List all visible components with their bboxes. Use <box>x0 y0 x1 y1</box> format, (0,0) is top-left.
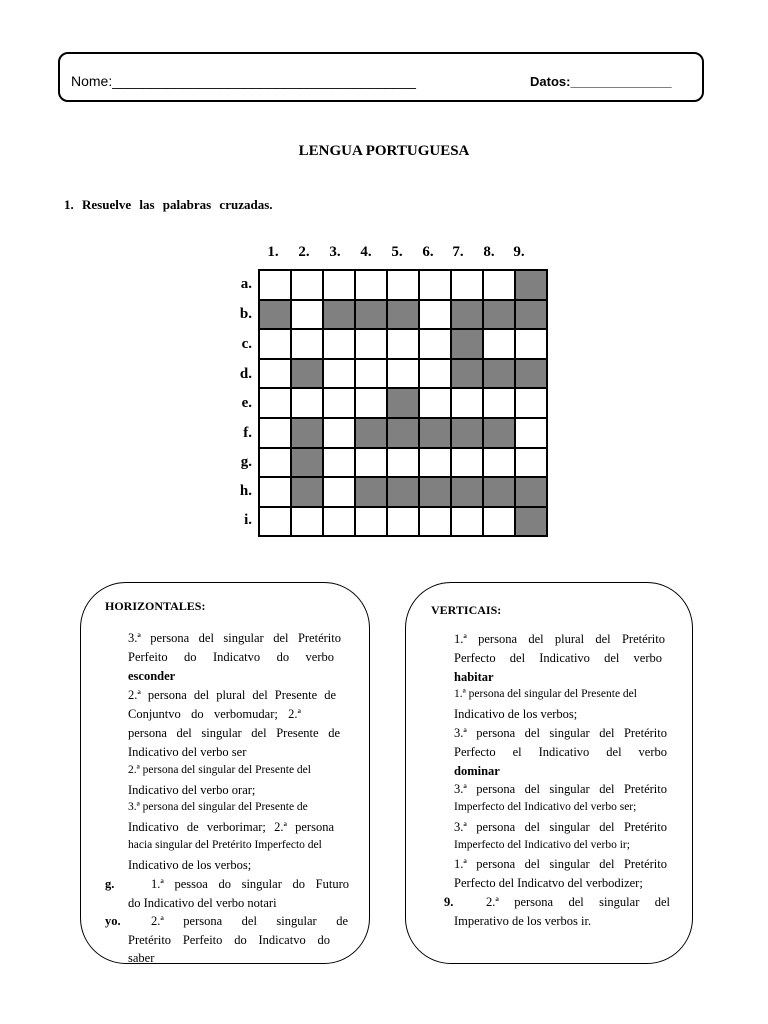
clue-line: Indicativo del verbo orar; <box>128 783 256 797</box>
header-box <box>58 52 704 102</box>
column-label: 1. <box>267 244 279 260</box>
clue-line: 3.ª persona del singular del Pretérito <box>454 782 667 796</box>
crossword-cell[interactable] <box>292 508 324 538</box>
crossword-cell[interactable] <box>420 360 452 390</box>
crossword-block-cell <box>388 301 420 331</box>
horizontales-box <box>80 582 370 964</box>
row-label: f. <box>243 425 252 441</box>
crossword-cell[interactable] <box>260 508 292 538</box>
clue-line: 1.ª pessoa do singular do Futuro <box>151 877 349 891</box>
crossword-cell[interactable] <box>324 508 356 538</box>
crossword-block-cell <box>388 478 420 508</box>
clue-line: esconder <box>128 669 176 683</box>
crossword-cell[interactable] <box>420 271 452 301</box>
clue-line: Pretérito Perfeito do Indicatvo do <box>128 933 330 947</box>
crossword-cell[interactable] <box>260 271 292 301</box>
crossword-cell[interactable] <box>484 449 516 479</box>
crossword-block-cell <box>452 419 484 449</box>
column-label: 8. <box>483 244 495 260</box>
crossword-cell[interactable] <box>356 389 388 419</box>
clue-line: 1.ª persona del singular del Pretérito <box>454 857 667 871</box>
crossword-cell[interactable] <box>388 330 420 360</box>
crossword-cell[interactable] <box>356 271 388 301</box>
crossword-cell[interactable] <box>420 330 452 360</box>
column-label: 4. <box>360 244 372 260</box>
clue-line: persona del singular del Presente de <box>128 726 340 740</box>
crossword-cell[interactable] <box>452 508 484 538</box>
crossword-block-cell <box>420 478 452 508</box>
column-label: 9. <box>513 244 525 260</box>
column-label: 2. <box>298 244 310 260</box>
crossword-block-cell <box>292 478 324 508</box>
crossword-cell[interactable] <box>324 330 356 360</box>
crossword-block-cell <box>452 478 484 508</box>
crossword-cell[interactable] <box>516 449 548 479</box>
clue-line: do Indicativo del verbo notari <box>128 896 277 910</box>
column-label: 6. <box>422 244 434 260</box>
clue-line: Indicativo de verborimar; 2.ª persona <box>128 820 334 834</box>
clue-line: 2.ª persona del singular de <box>151 914 348 928</box>
clue-line: 2.ª persona del singular del <box>486 895 670 909</box>
crossword-cell[interactable] <box>324 419 356 449</box>
crossword-cell[interactable] <box>516 389 548 419</box>
crossword-cell[interactable] <box>356 360 388 390</box>
clue-line: Imperfecto del Indicativo del verbo ser; <box>454 801 637 813</box>
crossword-block-cell <box>484 478 516 508</box>
column-label: 7. <box>452 244 464 260</box>
crossword-cell[interactable] <box>324 389 356 419</box>
crossword-block-cell <box>356 419 388 449</box>
clue-line: habitar <box>454 670 494 684</box>
clue-number: 9. <box>444 895 454 909</box>
crossword-cell[interactable] <box>420 389 452 419</box>
crossword-block-cell <box>260 301 292 331</box>
crossword-cell[interactable] <box>452 389 484 419</box>
crossword-cell[interactable] <box>388 449 420 479</box>
crossword-block-cell <box>516 271 548 301</box>
clue-line: Indicativo de los verbos; <box>454 707 578 721</box>
column-label: 3. <box>329 244 341 260</box>
crossword-cell[interactable] <box>388 508 420 538</box>
clue-number: g. <box>105 877 115 891</box>
crossword-block-cell <box>484 360 516 390</box>
clue-line: 1.ª persona del plural del Pretérito <box>454 632 665 646</box>
row-label: g. <box>240 454 252 470</box>
crossword-block-cell <box>356 478 388 508</box>
horizontales-title: HORIZONTALES: <box>105 599 206 613</box>
crossword-cell[interactable] <box>260 330 292 360</box>
crossword-block-cell <box>324 301 356 331</box>
clue-line: 3.ª persona del singular del Pretérito <box>454 726 667 740</box>
crossword-cell[interactable] <box>292 301 324 331</box>
clue-line: 3.ª persona del singular del Pretérito <box>128 631 341 645</box>
date-field[interactable]: Datos:______________ <box>530 74 672 89</box>
crossword-cell[interactable] <box>260 478 292 508</box>
crossword-block-cell <box>292 419 324 449</box>
crossword-cell[interactable] <box>356 508 388 538</box>
crossword-block-cell <box>516 508 548 538</box>
clue-line: 2.ª persona del plural del Presente de <box>128 688 336 702</box>
row-label: a. <box>240 276 252 292</box>
row-label: c. <box>241 336 252 352</box>
clue-line: Imperfecto del Indicativo del verbo ir; <box>454 839 630 851</box>
clue-number: yo. <box>105 914 121 928</box>
crossword-block-cell <box>452 301 484 331</box>
crossword-cell[interactable] <box>516 419 548 449</box>
crossword-cell[interactable] <box>324 360 356 390</box>
row-label: d. <box>239 366 252 382</box>
crossword-cell[interactable] <box>292 271 324 301</box>
crossword-cell[interactable] <box>260 419 292 449</box>
crossword-cell[interactable] <box>420 449 452 479</box>
crossword-cell[interactable] <box>324 478 356 508</box>
page-title: LENGUA PORTUGUESA <box>298 143 470 159</box>
verticais-box <box>405 582 693 964</box>
crossword-cell[interactable] <box>452 449 484 479</box>
row-label: b. <box>239 306 252 322</box>
crossword-grid <box>258 269 548 537</box>
clue-line: 2.ª persona del singular del Presente del <box>128 764 311 776</box>
crossword-cell[interactable] <box>324 449 356 479</box>
clue-line: Perfecto del Indicatvo del verbodizer; <box>454 876 643 890</box>
clue-line: Perfecto del Indicativo del verbo <box>454 651 662 665</box>
crossword-block-cell <box>292 449 324 479</box>
crossword-cell[interactable] <box>388 271 420 301</box>
crossword-cell[interactable] <box>484 271 516 301</box>
crossword-block-cell <box>484 419 516 449</box>
clue-line: Indicativo del verbo ser <box>128 745 247 759</box>
row-label: i. <box>244 512 252 528</box>
clue-line: Perfeito do Indicatvo do verbo <box>128 650 334 664</box>
crossword-cell[interactable] <box>516 330 548 360</box>
clue-line: Indicativo de los verbos; <box>128 858 252 872</box>
column-label: 5. <box>391 244 403 260</box>
crossword-cell[interactable] <box>420 508 452 538</box>
clue-line: 1.ª persona del singular del Presente del <box>454 688 637 700</box>
row-label: e. <box>241 395 252 411</box>
crossword-cell[interactable] <box>484 508 516 538</box>
crossword-cell[interactable] <box>292 389 324 419</box>
crossword-block-cell <box>388 389 420 419</box>
crossword-cell[interactable] <box>484 330 516 360</box>
crossword-block-cell <box>452 330 484 360</box>
crossword-cell[interactable] <box>260 449 292 479</box>
crossword-cell[interactable] <box>452 271 484 301</box>
crossword-cell[interactable] <box>324 271 356 301</box>
crossword-cell[interactable] <box>356 330 388 360</box>
crossword-cell[interactable] <box>292 330 324 360</box>
crossword-block-cell <box>356 301 388 331</box>
exercise-instruction: 1. Resuelve las palabras cruzadas. <box>64 197 273 212</box>
crossword-cell[interactable] <box>388 360 420 390</box>
crossword-block-cell <box>292 360 324 390</box>
clue-line: hacia singular del Pretérito Imperfecto del <box>128 839 322 851</box>
crossword-block-cell <box>452 360 484 390</box>
crossword-cell[interactable] <box>484 389 516 419</box>
clue-line: saber <box>128 951 155 964</box>
clue-line: Conjuntvo do verbomudar; 2.ª <box>128 707 301 721</box>
crossword-block-cell <box>420 419 452 449</box>
clue-line: dominar <box>454 764 500 778</box>
crossword-cell[interactable] <box>260 389 292 419</box>
crossword-cell[interactable] <box>420 301 452 331</box>
clue-line: 3.ª persona del singular del Presente de <box>128 801 308 813</box>
verticais-title: VERTICAIS: <box>431 603 502 617</box>
crossword-cell[interactable] <box>260 360 292 390</box>
clue-line: 3.ª persona del singular del Pretérito <box>454 820 667 834</box>
row-label: h. <box>239 483 252 499</box>
clue-line: Perfecto el Indicativo del verbo <box>454 745 667 759</box>
crossword-block-cell <box>516 301 548 331</box>
crossword-block-cell <box>388 419 420 449</box>
crossword-cell[interactable] <box>356 449 388 479</box>
crossword-block-cell <box>516 360 548 390</box>
crossword-block-cell <box>484 301 516 331</box>
name-field[interactable]: Nome:_______________________________________ <box>71 73 416 89</box>
crossword-block-cell <box>516 478 548 508</box>
clue-line: Imperativo de los verbos ir. <box>454 914 592 928</box>
